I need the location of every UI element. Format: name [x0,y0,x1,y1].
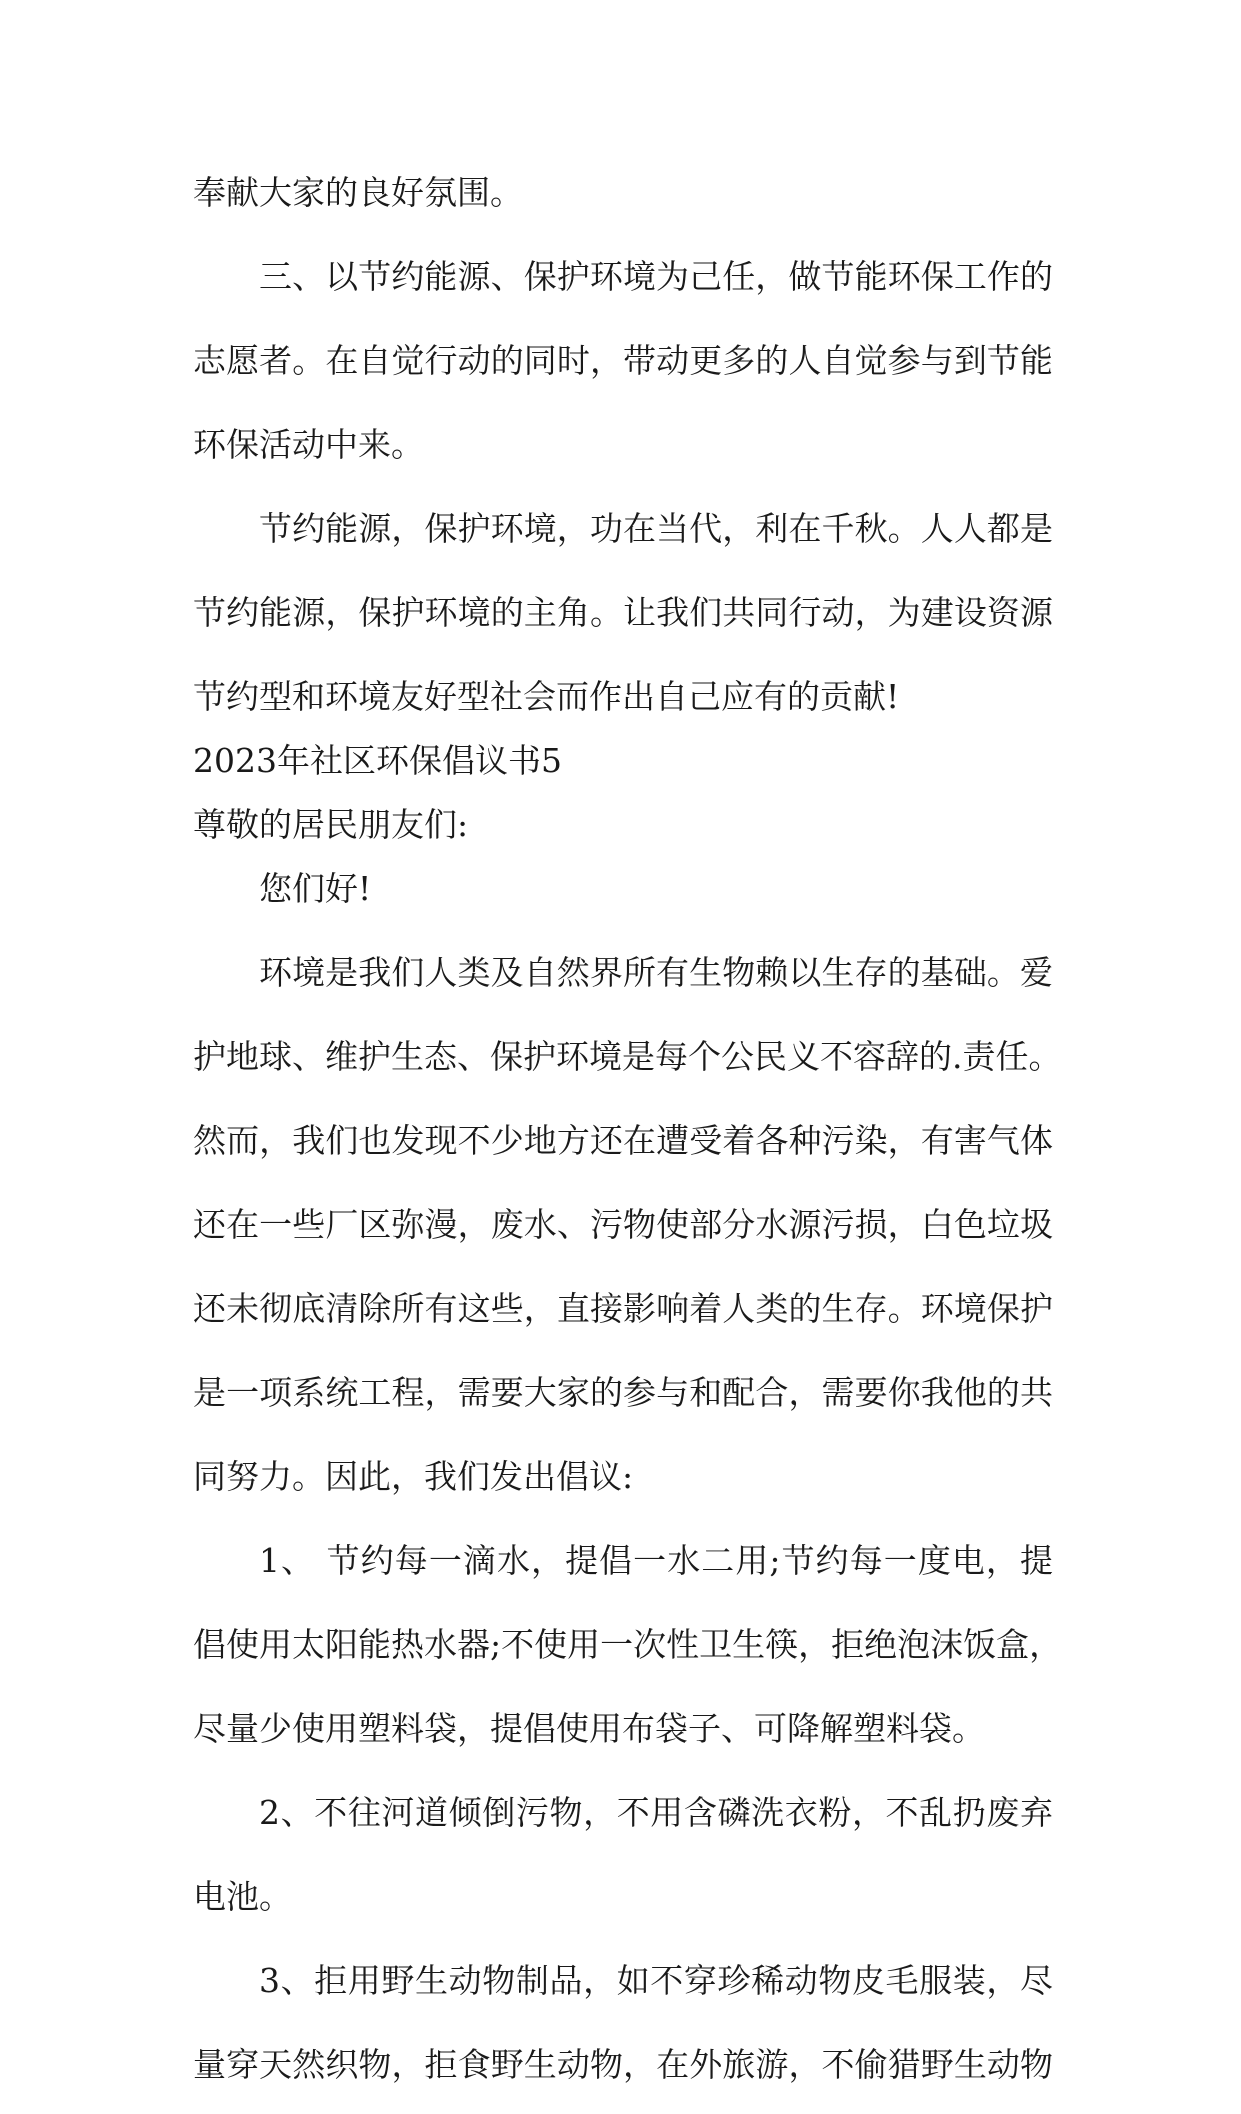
text-line: 是一项系统工程，需要大家的参与和配合，需要你我他的共 [193,1373,1053,1412]
text-line: 倡使用太阳能热水器;不使用一次性卫生筷，拒绝泡沫饭盒， [193,1625,1063,1664]
text-line: 环保活动中来。 [193,425,424,464]
text-line: 量穿天然织物，拒食野生动物，在外旅游，不偷猎野生动物 [193,2045,1053,2084]
greeting: 您们好! [259,869,372,908]
salutation: 尊敬的居民朋友们: [193,805,469,844]
text-line: 然而，我们也发现不少地方还在遭受着各种污染，有害气体 [193,1121,1053,1160]
text-line: 尽量少使用塑料袋，提倡使用布袋子、可降解塑料袋。 [193,1709,985,1748]
text-line: 奉献大家的良好氛围。 [193,173,523,212]
text-line: 三、以节约能源、保护环境为己任，做节能环保工作的 [259,257,1053,296]
text-line: 节约能源，保护环境的主角。让我们共同行动，为建设资源 [193,593,1053,632]
section-heading: 2023年社区环保倡议书5 [193,741,562,780]
text-line: 还在一些厂区弥漫，废水、污物使部分水源污损，白色垃圾 [193,1205,1053,1244]
text-line: 志愿者。在自觉行动的同时，带动更多的人自觉参与到节能 [193,341,1053,380]
text-line: 护地球、维护生态、保护环境是每个公民义不容辞的.责任。 [193,1037,1062,1076]
document-body [193,158,1063,2114]
text-line: 同努力。因此，我们发出倡议: [193,1457,634,1496]
text-line: 电池。 [193,1877,292,1916]
list-item-2: 2、不往河道倾倒污物，不用含磷洗衣粉，不乱扔废弃 [259,1793,1053,1832]
list-item-3: 3、拒用野生动物制品，如不穿珍稀动物皮毛服装，尽 [259,1961,1053,2000]
text-line: 环境是我们人类及自然界所有生物赖以生存的基础。爱 [259,953,1053,992]
text-line: 节约能源，保护环境，功在当代，利在千秋。人人都是 [259,509,1053,548]
text-line: 还未彻底清除所有这些，直接影响着人类的生存。环境保护 [193,1289,1053,1328]
list-item-1: 1、 节约每一滴水，提倡一水二用;节约每一度电，提 [259,1541,1053,1580]
text-line: 节约型和环境友好型社会而作出自己应有的贡献! [193,677,900,716]
